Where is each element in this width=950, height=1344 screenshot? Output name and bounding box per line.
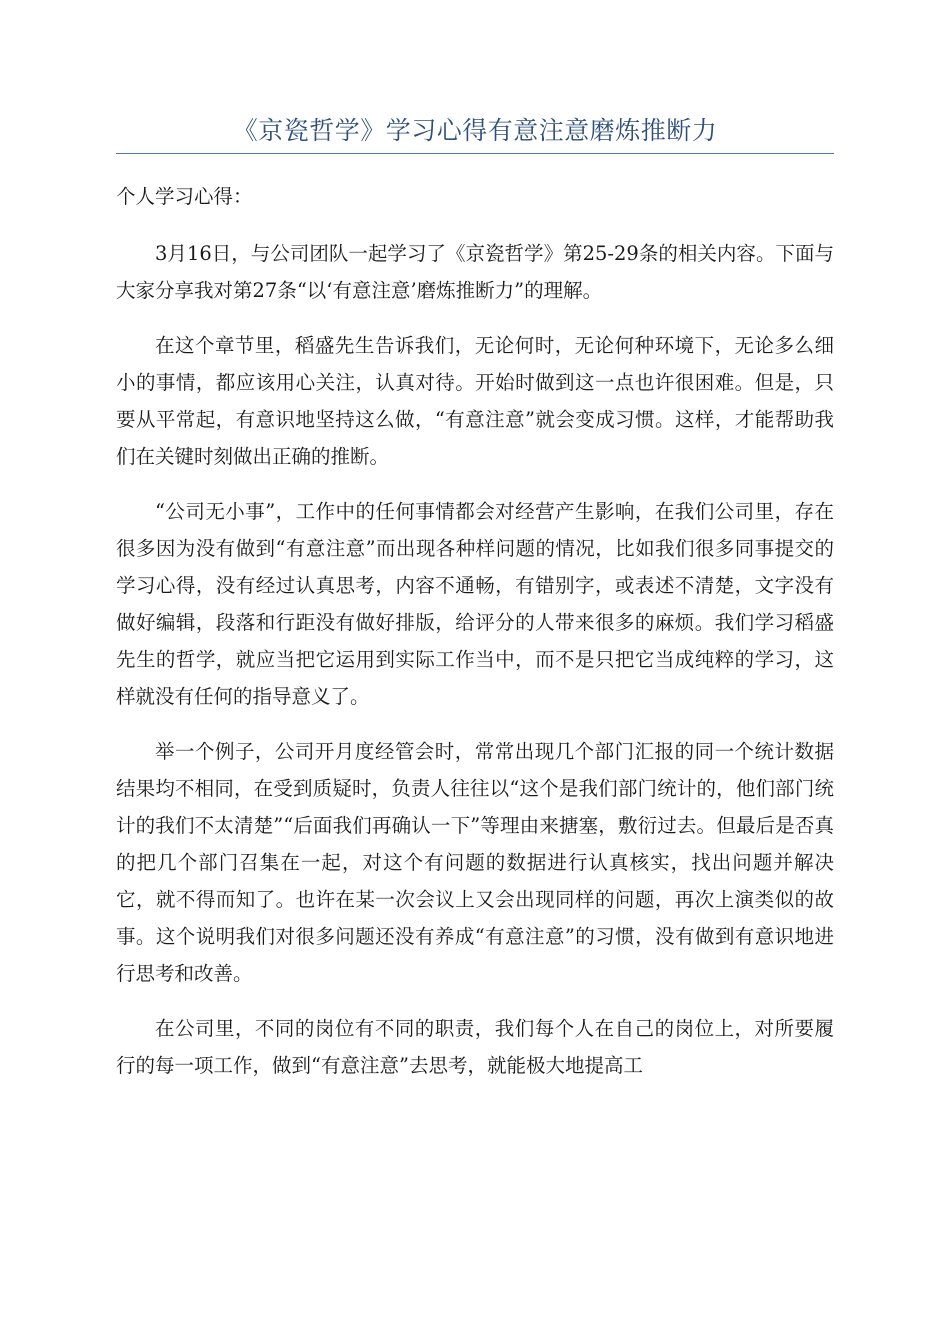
intro-line: 个人学习心得： (116, 185, 253, 208)
paragraph: 3月16日，与公司团队一起学习了《京瓷哲学》第25-29条的相关内容。下面与大家分享我对第27条“以‘有意注意’磨炼推断力”的理解。 (116, 242, 834, 302)
document-body (116, 178, 834, 1102)
paragraph: “公司无小事”，工作中的任何事情都会对经营产生影响，在我们公司里，存在很多因为没有做到“有意注意”而出现各种样问题的情况，比如我们很多同事提交的学习心得，没有经过认真思考，内容不通畅，有错别字，或表述不清楚，文字没有做好编辑，段落和行距没有做好排版，给评分的人带来很多的麻烦。我们学习稻盛先生的哲学，就应当把它运用到实际工作当中，而不是只把它当成纯粹的学习，这样就没有任何的指导意义了。 (116, 500, 834, 708)
document-title: 《京瓷哲学》学习心得有意注意磨炼推断力 (232, 116, 718, 145)
paragraph: 在这个章节里，稻盛先生告诉我们，无论何时，无论何种环境下，无论多么细小的事情，都应该用心关注，认真对待。开始时做到这一点也许很困难。但是，只要从平常起，有意识地坚持这么做，“有意注意”就会变成习惯。这样，才能帮助我们在关键时刻做出正确的推断。 (116, 334, 834, 468)
paragraph: 举一个例子，公司开月度经管会时，常常出现几个部门汇报的同一个统计数据结果均不相同，在受到质疑时，负责人往往以“这个是我们部门统计的，他们部门统计的我们不太清楚”“后面我们再确认一下”等理由来搪塞，敷衍过去。但最后是否真的把几个部门召集在一起，对这个有问题的数据进行认真核实，找出问题并解决它，就不得而知了。也许在某一次会议上又会出现同样的问题，再次上演类似的故事。这个说明我们对很多问题还没有养成“有意注意”的习惯，没有做到有意识地进行思考和改善。 (116, 740, 834, 985)
paragraph: 在公司里，不同的岗位有不同的职责，我们每个人在自己的岗位上，对所要履行的每一项工作，做到“有意注意”去思考，就能极大地提高工 (116, 1017, 834, 1077)
title-underline (116, 153, 834, 154)
